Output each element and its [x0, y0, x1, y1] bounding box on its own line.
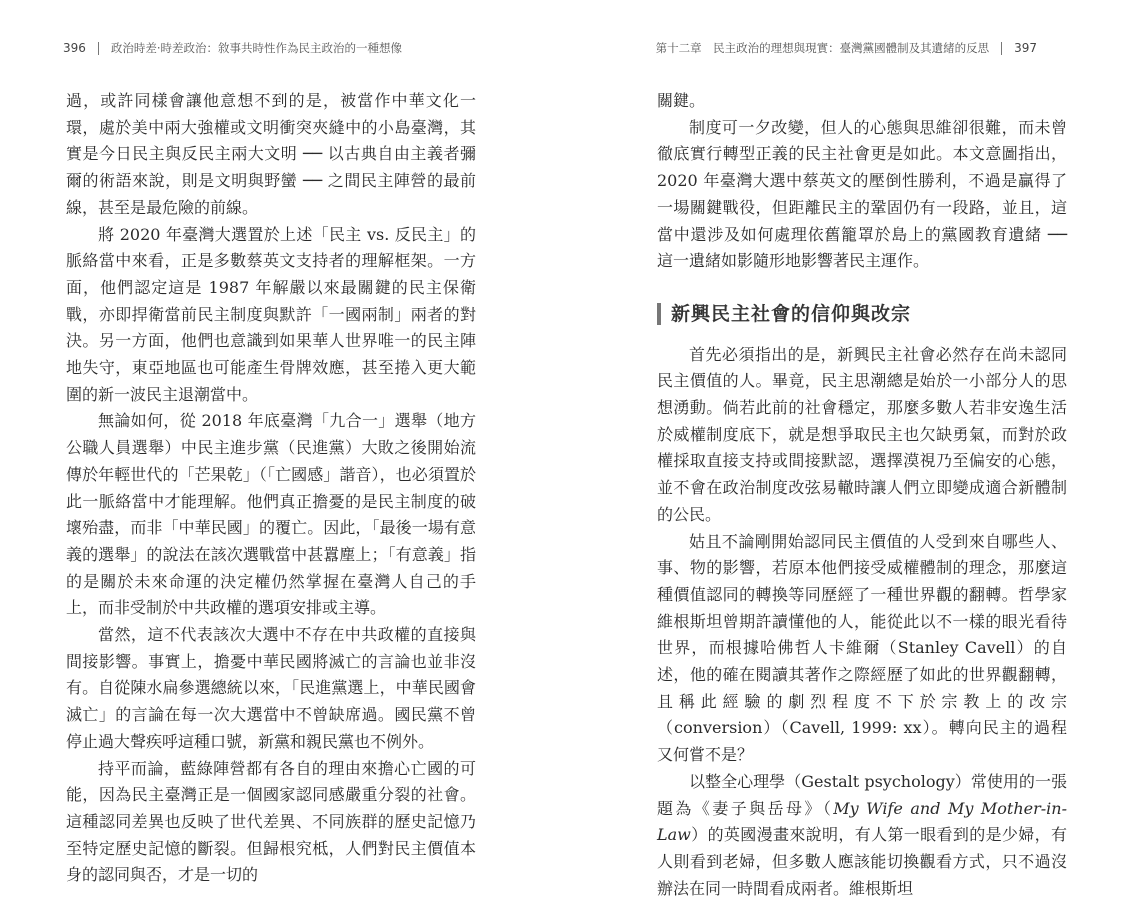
section-heading-text: 新興民主社會的信仰與改宗	[671, 302, 912, 325]
header-divider	[98, 42, 99, 55]
italic-title: My Wife and My Mother-in-Law	[657, 798, 1067, 845]
section-heading	[657, 301, 1067, 328]
paragraph: 關鍵。	[657, 91, 706, 110]
page-number: 396	[63, 41, 86, 55]
left-page-body	[66, 88, 476, 889]
paragraph: 持平而論，藍綠陣營都有各自的理由來擔心亡國的可能，因為民主臺灣正是一個國家認同感嚴重分裂的社會。這種認同差異也反映了世代差異、不同族群的歷史記憶乃至特定歷史記憶的斷裂。但歸根究柢，人們對民主價值本身的認同與否，才是一切的	[66, 758, 476, 885]
right-page-body	[657, 88, 1067, 902]
paragraph: 首先必須指出的是，新興民主社會必然存在尚未認同民主價值的人。畢竟，民主思潮總是始於一小部分人的思想湧動。倘若此前的社會穩定，那麼多數人若非安逸生活於威權制度底下，就是想爭取民主也欠缺勇氣，而對於政權採取直接支持或間接默認，選擇漠視乃至偏安的心態，並不會在政治制度改弦易轍時讓人們立即變成適合新體制的公民。	[657, 344, 1067, 524]
right-running-header	[656, 40, 1037, 56]
running-head: 政治時差‧時差政治：敘事共時性作為民主政治的一種想像	[110, 41, 403, 55]
page-number: 397	[1014, 41, 1037, 55]
running-head: 第十二章 民主政治的理想與現實：臺灣黨國體制及其遺緒的反思	[655, 41, 990, 55]
right-page	[563, 0, 1127, 898]
left-page	[0, 0, 563, 885]
left-running-header	[63, 40, 402, 56]
paragraph: 將 2020 年臺灣大選置於上述「民主 vs. 反民主」的脈絡當中來看，正是多數蔡英文支持者的理解框架。一方面，他們認定這是 1987 年解嚴以來最關鍵的民主保衛戰，亦即捍衛當前民主制度與默許「一國兩制」兩者的對決。另一方面，他們也意識到如果華人世界唯一的民主陣地失守，東亞地區也可能產生骨牌效應，甚至捲入更大範圍的新一波民主退潮當中。	[66, 224, 476, 404]
paragraph: 當然，這不代表該次大選中不存在中共政權的直接與間接影響。事實上，擔憂中華民國將滅亡的言論也並非沒有。自從陳水扁參選總統以來，「民進黨選上，中華民國會滅亡」的言論在每一次大選當中不曾缺席過。國民黨不曾停止過大聲疾呼這種口號，新黨和親民黨也不例外。	[66, 625, 476, 751]
text-run: ）的英國漫畫來說明，有人第一眼看到的是少婦，有人則看到老婦，但多數人應該能切換觀看方式，只不過沒辦法在同一時間看成兩者。維根斯坦	[657, 825, 1067, 898]
header-divider	[1001, 42, 1002, 55]
heading-bar	[657, 303, 661, 325]
paragraph	[657, 769, 1067, 902]
text-run: 以整全心理學（Gestalt psychology）常使用的一張題為《妻子與岳母》（	[657, 771, 1067, 818]
paragraph: 過，或許同樣會讓他意想不到的是，被當作中華文化一環，處於美中兩大強權或文明衝突夾縫中的小島臺灣，其實是今日民主與反民主兩大文明 ── 以古典自由主義者彌爾的術語來說，則是文明與野蠻 ── 之間民主陣營的最前線，甚至是最危險的前線。	[66, 91, 476, 217]
paragraph: 姑且不論剛開始認同民主價值的人受到來自哪些人、事、物的影響，若原本他們接受威權體制的理念，那麼這種價值認同的轉換等同歷經了一種世界觀的翻轉。哲學家維根斯坦曾期許讀懂他的人，能從此以不一樣的眼光看待世界，而根據哈佛哲人卡維爾（Stanley Cavell）的自述，他的確在閱讀其著作之際經歷了如此的世界觀翻轉，且稱此經驗的劇烈程度不下於宗教上的改宗（conversion）（Cavell, 1999: xx）。轉向民主的過程又何嘗不是？	[657, 531, 1067, 765]
paragraph: 無論如何，從 2018 年底臺灣「九合一」選舉（地方公職人員選舉）中民主進步黨（民進黨）大敗之後開始流傳於年輕世代的「芒果乾」（「亡國感」諧音），也必須置於此一脈絡當中才能理解。他們真正擔憂的是民主制度的破壞殆盡，而非「中華民國」的覆亡。因此，「最後一場有意義的選舉」的說法在該次選戰當中甚囂塵上；「有意義」指的是關於未來命運的決定權仍然掌握在臺灣人自己的手上，而非受制於中共政權的選項安排或主導。	[66, 411, 476, 618]
paragraph: 制度可一夕改變，但人的心態與思維卻很難，而未曾徹底實行轉型正義的民主社會更是如此。本文意圖指出，2020 年臺灣大選中蔡英文的壓倒性勝利，不過是贏得了一場關鍵戰役，但距離民主的鞏固仍有一段路，並且，這當中還涉及如何處理依舊籠罩於島上的黨國教育遺緒 ── 這一遺緒如影隨形地影響著民主運作。	[657, 117, 1067, 271]
